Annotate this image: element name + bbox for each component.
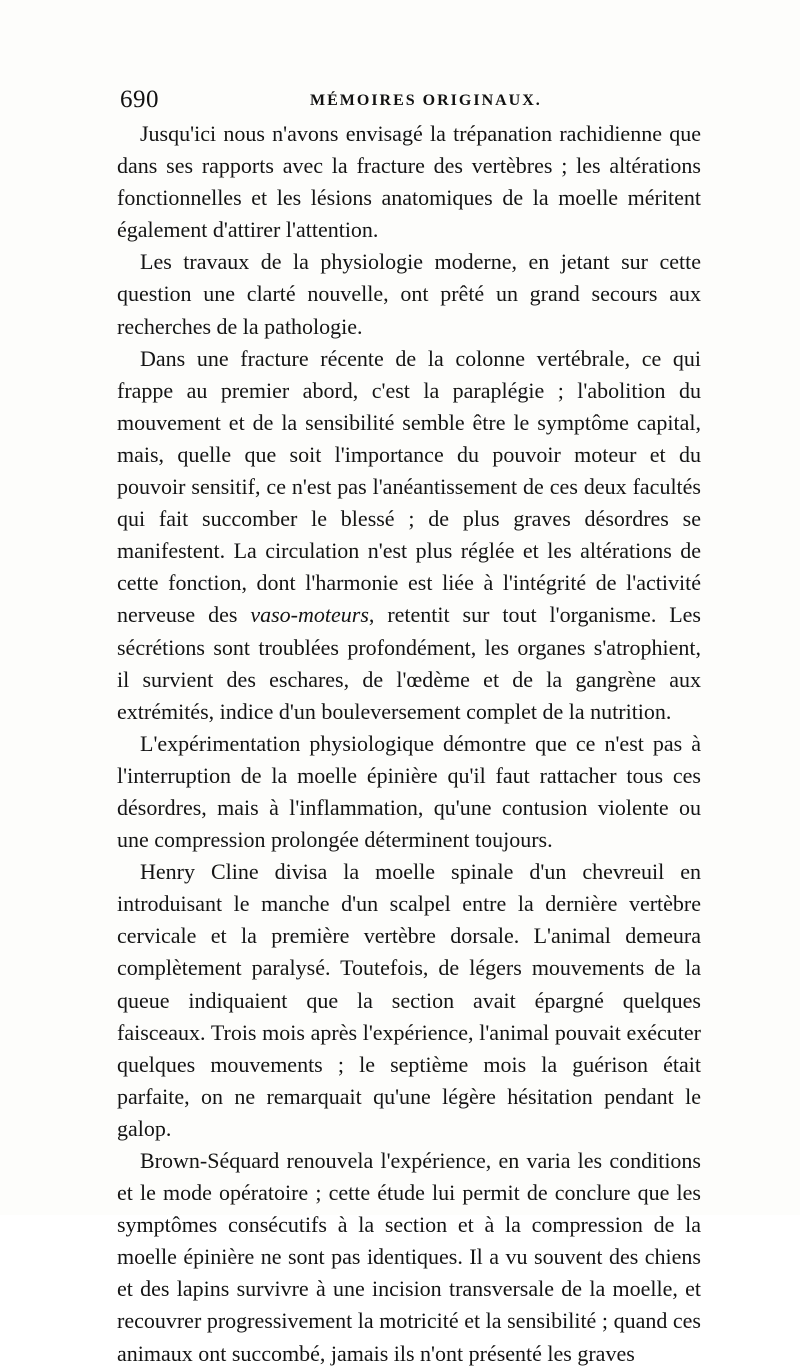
page-number: 690 — [120, 86, 159, 113]
paragraph-text: , retentit sur tout l'organisme. Les sécrétions sont troublées profondément, les organes s'atrophient, il survient des eschares, de l'œdème et de la gangrène aux extrémités, indice d'un bouleversement complet de la nutrition. — [117, 602, 701, 724]
emphasized-term: vaso-moteurs — [250, 602, 369, 628]
body-text — [117, 118, 701, 1370]
paragraph: Henry Cline divisa la moelle spinale d'un chevreuil en introduisant le manche d'un scalpel entre la dernière vertèbre cervicale et la première vertèbre dorsale. L'animal demeura complètement paralysé. Toutefois, de légers mouvements de la queue indiquaient que la section avait épargné quelques faisceaux. Trois mois après l'expérience, l'animal pouvait exécuter quelques mouvements ; le septième mois la guérison était parfaite, on ne remarquait qu'une légère hésitation pendant le galop. — [117, 859, 701, 1141]
paragraph-text: Dans une fracture récente de la colonne vertébrale, ce qui frappe au premier abord, c'est la paraplégie ; l'abolition du mouvement et de la sensibilité semble être le symptôme capital, mais, quelle que soit l'importance du pouvoir moteur et du pouvoir sensitif, ce n'est pas l'anéantissement de ces deux facultés qui fait succomber le blessé ; de plus graves désordres se manifestent. La circulation n'est plus réglée et les altérations de cette fonction, dont l'harmonie est liée à l'intégrité de l'activité nerveuse des — [117, 345, 701, 628]
paragraph: Les travaux de la physiologie moderne, en jetant sur cette question une clarté nouvelle, ont prêté un grand secours aux recherches de la pathologie. — [117, 249, 701, 339]
paragraph: L'expérimentation physiologique démontre que ce n'est pas à l'interruption de la moelle épinière qu'il faut rattacher tous ces désordres, mais à l'inflammation, qu'une contusion violente ou une compression prolongée déterminent toujours. — [117, 730, 701, 853]
paragraph: Brown-Séquard renouvela l'expérience, en varia les conditions et le mode opératoire ; cette étude lui permit de conclure que les symptômes consécutifs à la section et à la compression de la moelle épinière ne sont pas identiques. Il a vu souvent des chiens et des lapins survivre à une incision transversale de la moelle, et recouvrer progressivement la motricité et la sensibilité ; quand ces animaux ont succombé, jamais ils n'ont présenté les graves — [117, 1148, 701, 1366]
running-title: MÉMOIRES ORIGINAUX. — [310, 92, 542, 109]
paragraph — [117, 343, 701, 728]
paragraph: Jusqu'ici nous n'avons envisagé la trépanation rachidienne que dans ses rapports avec la fracture des vertèbres ; les altérations fonctionnelles et les lésions anatomiques de la moelle méritent également d'attirer l'attention. — [117, 121, 701, 243]
page-header — [120, 86, 700, 120]
